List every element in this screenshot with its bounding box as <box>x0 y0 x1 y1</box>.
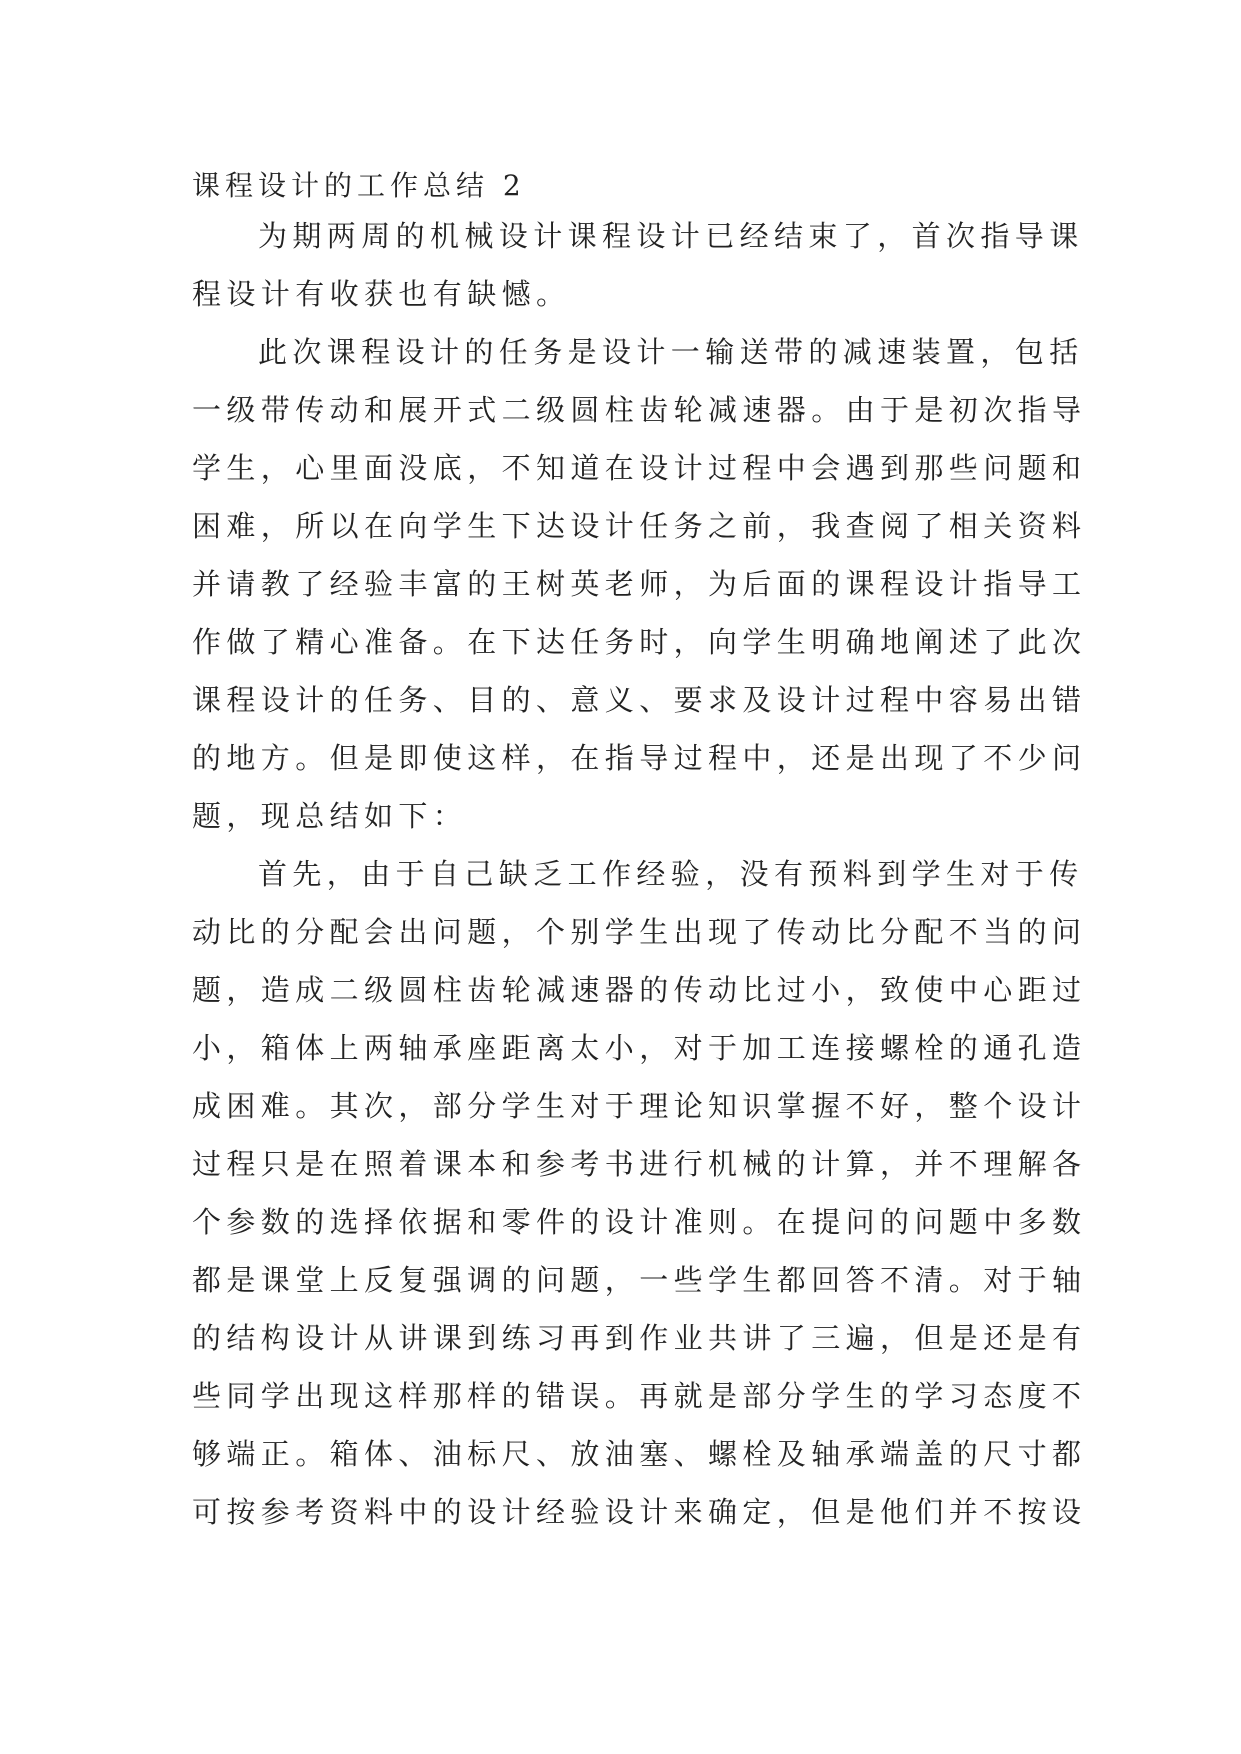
paragraph-3-line-7: 个参数的选择依据和零件的设计准则。在提问的问题中多数 <box>192 1205 1087 1239</box>
paragraph-3-line-12: 可按参考资料中的设计经验设计来确定，但是他们并不按设 <box>192 1495 1087 1529</box>
paragraph-3-line-10: 些同学出现这样那样的错误。再就是部分学生的学习态度不 <box>192 1379 1087 1413</box>
paragraph-2-line-3: 学生，心里面没底，不知道在设计过程中会遇到那些问题和 <box>192 451 1087 485</box>
paragraph-2-line-7: 课程设计的任务、目的、意义、要求及设计过程中容易出错 <box>192 683 1087 717</box>
paragraph-3-line-8: 都是课堂上反复强调的问题，一些学生都回答不清。对于轴 <box>192 1263 1087 1297</box>
paragraph-2-line-4: 困难，所以在向学生下达设计任务之前，我查阅了相关资料 <box>192 509 1087 543</box>
paragraph-1-line-2: 程设计有收获也有缺憾。 <box>192 277 571 311</box>
paragraph-2-line-2: 一级带传动和展开式二级圆柱齿轮减速器。由于是初次指导 <box>192 393 1087 427</box>
paragraph-2-line-8: 的地方。但是即使这样，在指导过程中，还是出现了不少问 <box>192 741 1087 775</box>
document-title: 课程设计的工作总结 2 <box>192 169 526 202</box>
paragraph-3-line-2: 动比的分配会出问题，个别学生出现了传动比分配不当的问 <box>192 915 1087 949</box>
paragraph-2-line-5: 并请教了经验丰富的王树英老师，为后面的课程设计指导工 <box>192 567 1087 601</box>
paragraph-1-line-1: 为期两周的机械设计课程设计已经结束了，首次指导课 <box>258 219 1084 253</box>
paragraph-3-line-11: 够端正。箱体、油标尺、放油塞、螺栓及轴承端盖的尺寸都 <box>192 1437 1087 1471</box>
paragraph-3-line-6: 过程只是在照着课本和参考书进行机械的计算，并不理解各 <box>192 1147 1087 1181</box>
paragraph-3-line-1: 首先，由于自己缺乏工作经验，没有预料到学生对于传 <box>258 857 1084 891</box>
paragraph-3-line-4: 小，箱体上两轴承座距离太小，对于加工连接螺栓的通孔造 <box>192 1031 1087 1065</box>
paragraph-2-line-9: 题，现总结如下： <box>192 799 468 833</box>
paragraph-2-line-6: 作做了精心准备。在下达任务时，向学生明确地阐述了此次 <box>192 625 1087 659</box>
paragraph-2-line-1: 此次课程设计的任务是设计一输送带的减速装置，包括 <box>258 335 1084 369</box>
paragraph-3-line-5: 成困难。其次，部分学生对于理论知识掌握不好，整个设计 <box>192 1089 1087 1123</box>
paragraph-3-line-9: 的结构设计从讲课到练习再到作业共讲了三遍，但是还是有 <box>192 1321 1087 1355</box>
paragraph-3-line-3: 题，造成二级圆柱齿轮减速器的传动比过小，致使中心距过 <box>192 973 1087 1007</box>
